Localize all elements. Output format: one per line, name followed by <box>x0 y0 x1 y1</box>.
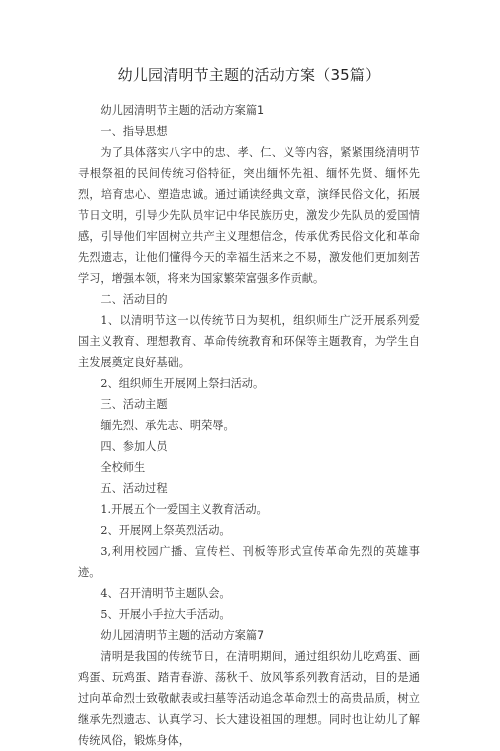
body-paragraph: 1、以清明节这一以传统节日为契机，组织师生广泛开展系列爱国主义教育、理想教育、革命传统教育和环保等主题教育，为学生自主发展奠定良好基础。 <box>78 314 420 369</box>
section-heading: 幼儿园清明节主题的活动方案篇7 <box>100 629 265 642</box>
body-paragraph: 清明是我国的传统节日，在清明期间，通过组织幼儿吃鸡蛋、画鸡蛋、玩鸡蛋、踏青春游、荡秋千、放风筝系列教育活动，目的是通过向革命烈士致敬献表或扫墓等活动追念革命烈士的高贵品质，树立继承先烈遗志、认真学习、长大建设祖国的理想。同时也让幼儿了解传统风俗，锻炼身体， <box>78 650 420 747</box>
section-heading: 一、指导思想 <box>100 125 168 138</box>
document-body <box>78 100 420 751</box>
section-heading: 四、参加人员 <box>100 440 168 453</box>
section-heading: 幼儿园清明节主题的活动方案篇1 <box>100 104 265 117</box>
list-item: 3,利用校园广播、宣传栏、刊板等形式宣传革命先烈的英雄事迹。 <box>78 545 420 579</box>
section-heading: 五、活动过程 <box>100 482 168 495</box>
list-item: 4、召开清明节主题队会。 <box>100 587 231 600</box>
body-paragraph: 2、组织师生开展网上祭扫活动。 <box>100 377 265 390</box>
list-item: 5、开展小手拉大手活动。 <box>100 608 231 621</box>
body-paragraph: 全校师生 <box>100 461 146 474</box>
section-heading: 三、活动主题 <box>100 398 168 411</box>
document-title: 幼儿园清明节主题的活动方案（35篇） <box>117 66 381 84</box>
list-item: 2、开展网上祭英烈活动。 <box>100 524 231 537</box>
body-paragraph: 为了具体落实八字中的忠、孝、仁、义等内容，紧紧围绕清明节寻根祭祖的民间传统习俗特征，突出缅怀先祖、缅怀先贤、缅怀先烈，培育忠心、塑造忠诚。通过诵读经典文章，演绎民俗文化，拓展节日文明，引导少先队员牢记中华民族历史，激发少先队员的爱国情感，引导他们牢固树立共产主义理想信念，传承优秀民俗文化和革命先烈遗志，让他们懂得今天的幸福生活来之不易，激发他们更加刻苦学习，增强本领，将来为国家繁荣富强多作贡献。 <box>78 146 420 285</box>
list-item: 1.开展五个一爱国主义教育活动。 <box>100 503 268 516</box>
body-paragraph: 缅先烈、承先志、明荣辱。 <box>100 419 235 432</box>
section-heading: 二、活动目的 <box>100 293 168 306</box>
